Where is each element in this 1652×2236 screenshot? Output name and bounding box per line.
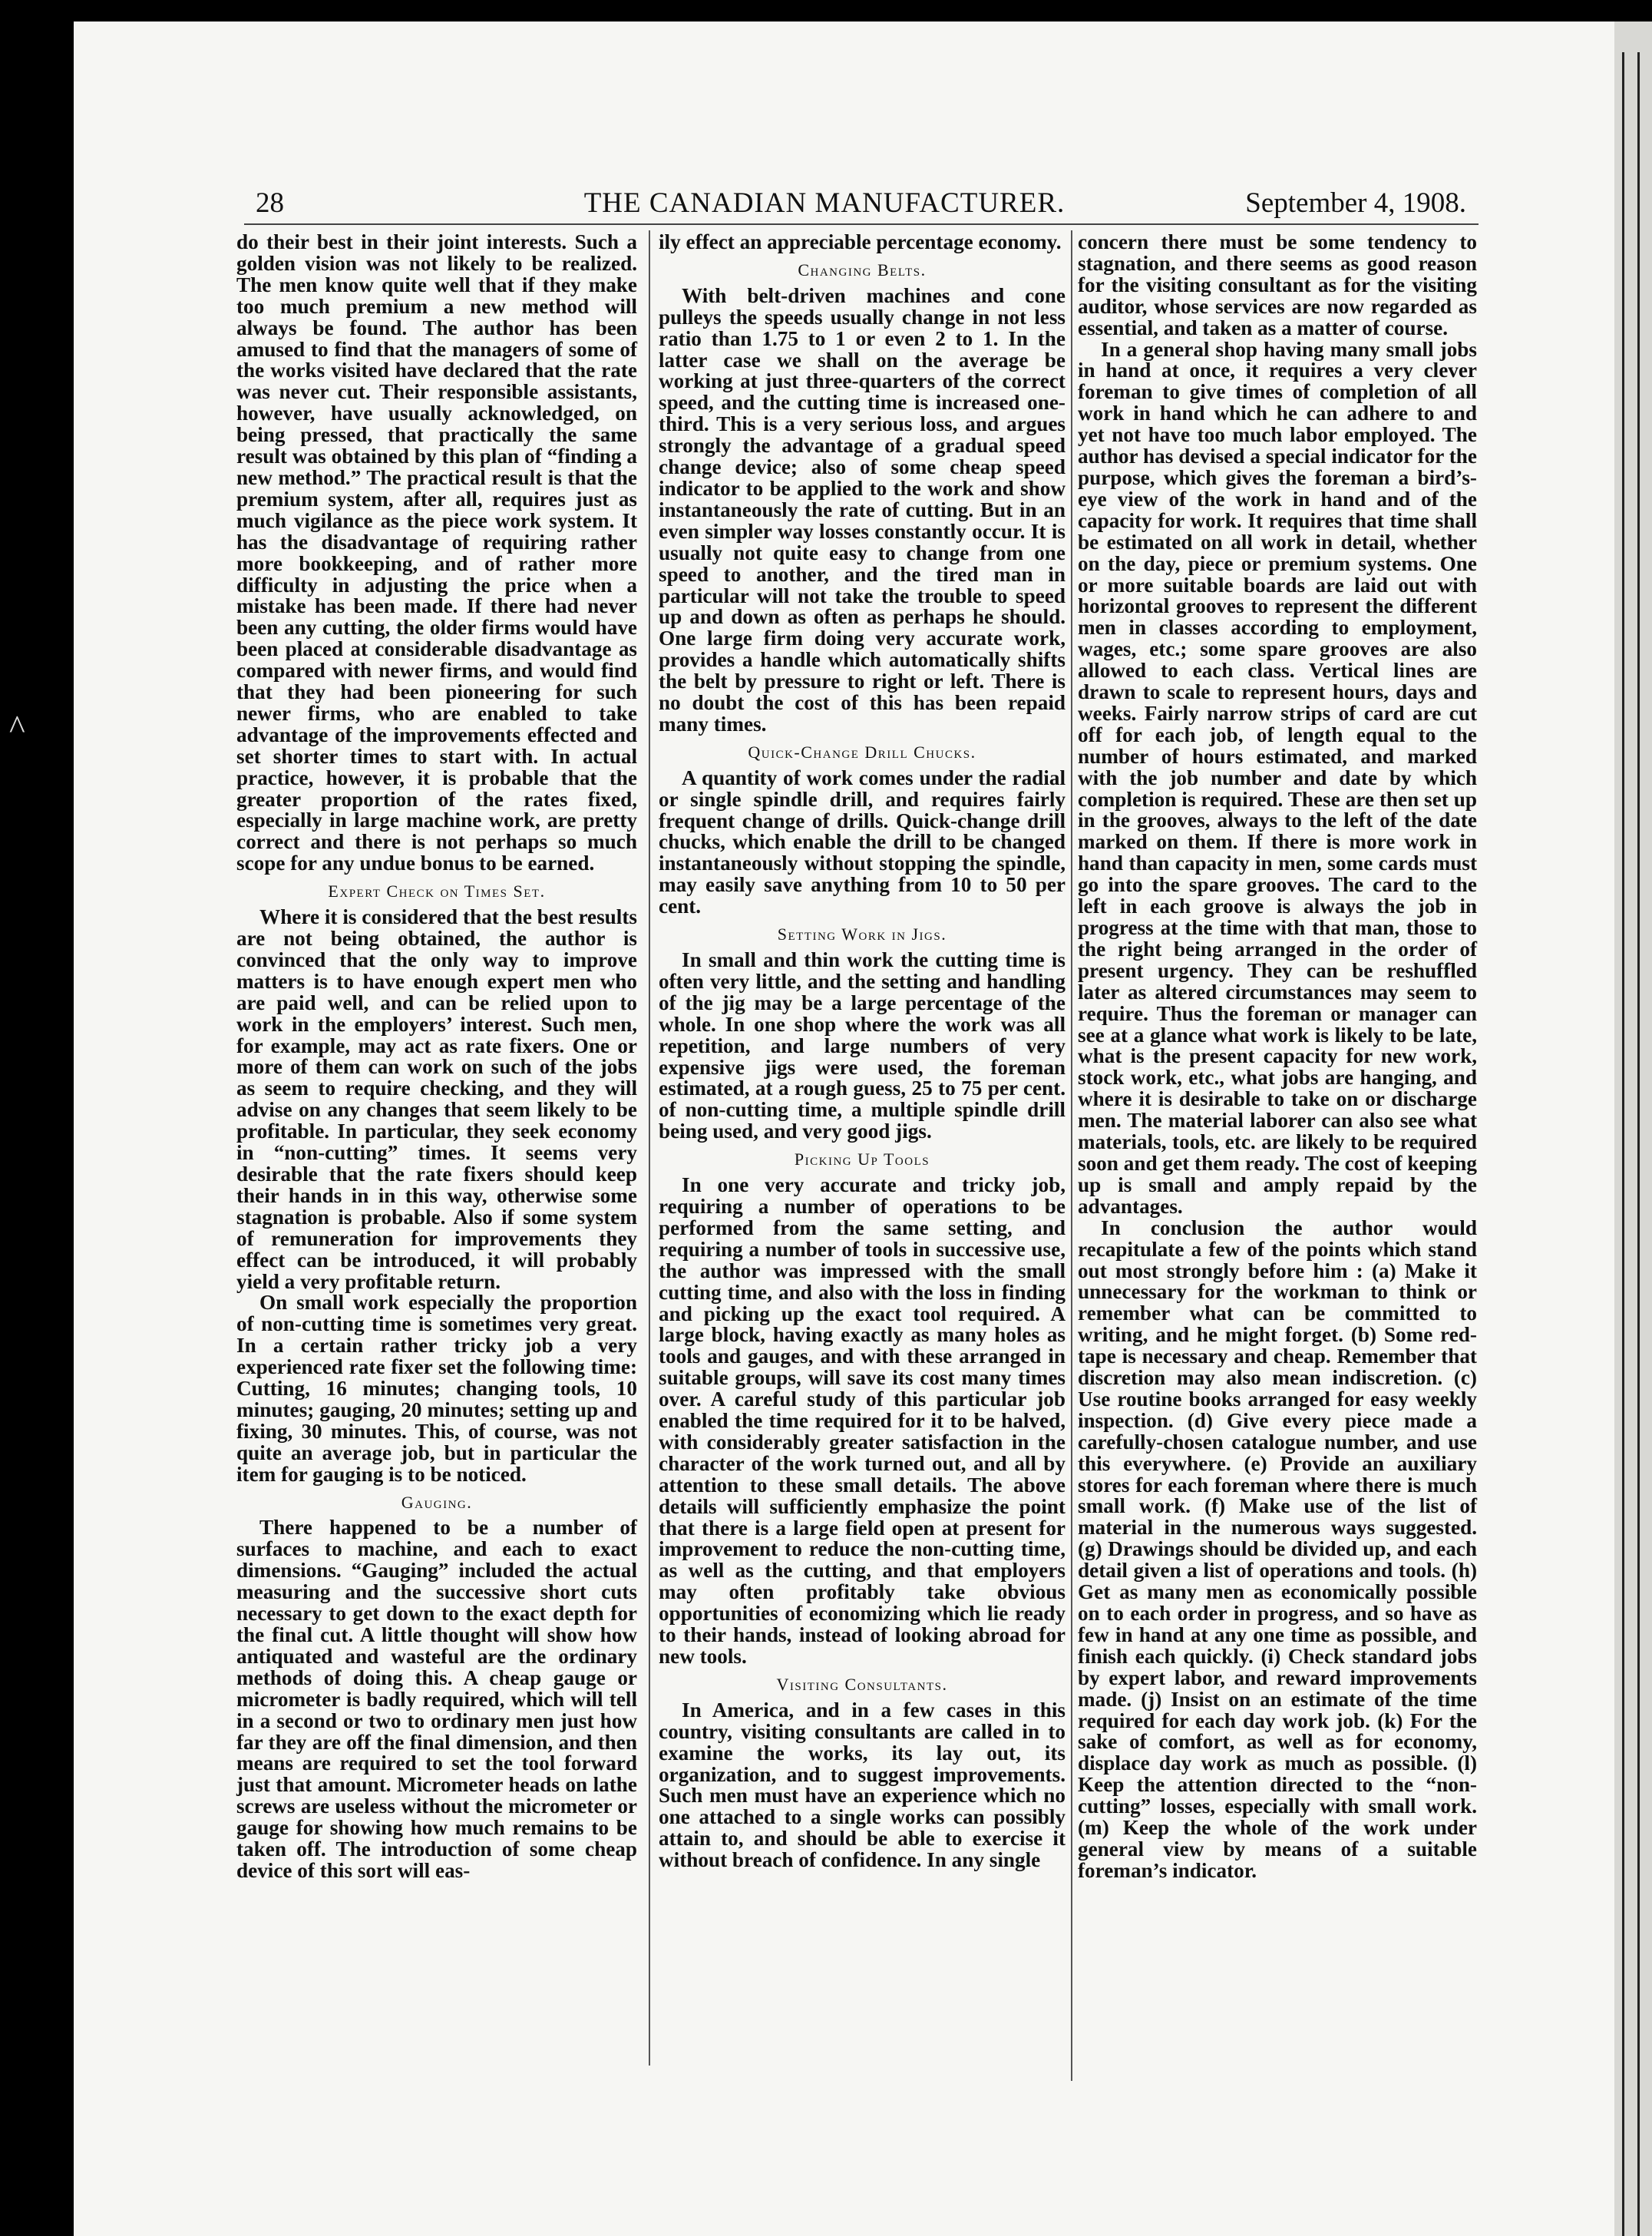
column-3 bbox=[1078, 232, 1477, 1882]
section-heading: Gauging. bbox=[401, 1492, 473, 1512]
section-heading: Visiting Consultants. bbox=[776, 1674, 948, 1694]
column-2 bbox=[659, 232, 1066, 1871]
publication-title: THE CANADIAN MANUFACTURER. bbox=[583, 187, 1066, 219]
column-divider bbox=[649, 230, 650, 2066]
column-1 bbox=[236, 232, 637, 1882]
scan-corner bbox=[0, 0, 74, 31]
page-header bbox=[183, 173, 1466, 219]
paragraph: In small and thin work the cutting time is often very little, and the setting and handling of the jig may be a large percentage of the whole. In one shop where the work was all repetition, and large numbers of very expensive jigs were used, the foreman estimated, at a rough guess, 25 to 75 per cent. of non-cutting time, a multiple spindle drill being used, and very good jigs. bbox=[659, 948, 1066, 1143]
section-heading: Changing Belts. bbox=[798, 260, 927, 280]
page-number: 28 bbox=[256, 187, 284, 219]
issue-date: September 4, 1908. bbox=[1245, 187, 1466, 219]
paragraph: With belt-driven machines and cone pulleys the speeds usually change in not less ratio than 1.75 to 1 or even 2 to 1. In the latter case we shall on the average be working at just three-quarters of the correct speed, and the cutting time is increased one-third. This is a very serious loss, and argues strongly the advantage of a gradual speed change device; also of some cheap speed indicator to be applied to the work and show instantaneously the rate of cutting. But in an even simpler way losses constantly occur. It is usually not quite easy to change from one speed to another, and the tired man in particular will not take the trouble to speed up and down as often as perhaps he should. One large firm doing very accurate work, provides a handle which automatically shifts the belt by pressure to right or left. There is no doubt the cost of this has been repaid many times. bbox=[659, 283, 1066, 736]
page-edge-line bbox=[1622, 52, 1624, 2236]
margin-mark-icon: ^ bbox=[9, 709, 25, 746]
column-divider bbox=[1071, 230, 1072, 2081]
paragraph: Where it is considered that the best results are not being obtained, the author is convinced that the only way to improve matters is to have enough expert men who are paid well, and can be relied upon to work in the employers’ interest. Such men, for example, may act as rate fixers. One or more of them can work on such of the jobs as seem to require checking, and they will advise on any changes that seem likely to be profitable. In particular, they seek economy in “non-cutting” times. It seems very desirable that the rate fixers should keep their hands in in this way, otherwise some stagnation is probable. Also if some system of remuneration for improvements they effect can be introduced, it will probably yield a very profitable return. bbox=[236, 905, 637, 1293]
paragraph: In America, and in a few cases in this country, visiting consultants are called in to examine the works, its lay out, its organization, and to suggest improvements. Such men must have an experience which no one attached to a single works can possibly attain to, and should be able to exercise it without breach of confidence. In any single bbox=[659, 1698, 1066, 1872]
section-heading: Expert Check on Times Set. bbox=[328, 882, 546, 901]
paragraph: In one very accurate and tricky job, requiring a number of operations to be performed from the same setting, and requiring a number of tools in successive use, the author was impressed with the small cutting time, and also with the loss in finding and picking up the exact tool required. A large block, having exactly as many holes as tools and gauges, and with these arranged in suitable groups, will save its cost many times over. A careful study of this particular job enabled the time required for it to be halved, with considerably greater satisfaction in the character of the work turned out, and all by attention to these small details. The above details will sufficiently emphasize the point that there is a large field open at present for improvement to reduce the non-cutting time, as well as the cutting, and that employers may often profitably take obvious opportunities of economizing which lie ready to their hands, instead of looking abroad for new tools. bbox=[659, 1173, 1066, 1668]
paragraph: There happened to be a number of surfaces to machine, and each to exact dimensions. “Gauging” included the actual measuring and the successive short cuts necessary to get down to the exact depth for the final cut. A little thought will show how antiquated and wasteful are the ordinary methods of doing this. A cheap gauge or micrometer is badly required, which will tell in a second or two to ordinary men just how far they are off the final dimension, and then means are required to set the tool forward just that amount. Micrometer heads on lathe screws are useless without the micrometer or gauge for showing how much remains to be taken off. The introduction of some cheap device of this sort will eas- bbox=[236, 1516, 637, 1882]
paragraph: In a general shop having many small jobs in hand at once, it requires a very clever foreman to give times of completion of all work in hand which he can adhere to and yet not have too much labor employed. The author has devised a special indicator for the purpose, which gives the foreman a bird’s-eye view of the work in hand and of the capacity for work. It requires that time shall be estimated on all work in detail, whether on the day, piece or premium systems. One or more suitable boards are laid out with horizontal grooves to represent the different men in classes according to employment, wages, etc.; some spare grooves are also allowed to each class. Vertical lines are drawn to scale to represent hours, days and weeks. Fairly narrow strips of card are cut off for each job, of length equal to the number of hours estimated, and marked with the job number and date by which completion is required. These are then set up in the grooves, always to the left of the date marked on them. If there is more work in hand than capacity in men, some cards must go into the spare grooves. The card to the left in each groove is always the job in progress at the time with that man, those to the right being arranged in the order of present urgency. They can be reshuffled later as altered circumstances may seem to require. Thus the foreman or manager can see at a glance what work is likely to be late, what is the present capacity for new work, stock work, etc., what jobs are hanging, and where it is desirable to take on or discharge men. The material laborer can also see what materials, tools, etc. are likely to be required soon and get them ready. The cost of keeping up is small and amply repaid by the advantages. bbox=[1078, 337, 1477, 1218]
paragraph: In conclusion the author would recapitulate a few of the points which stand out most strongly before him : (a) Make it unnecessary for the workman to think or remember what can be committed to writing, and he might forget. (b) Some red-tape is necessary and cheap. Remember that discretion may also mean indiscretion. (c) Use routine books arranged for easy weekly inspection. (d) Give every piece made a carefully-chosen catalogue number, and use this everywhere. (e) Provide an auxiliary stores for each foreman where there is much small work. (f) Make use of the list of material in the numerous ways suggested. (g) Drawings should be divided up, and each detail given a list of operations and tools. (h) Get as many men as economically possible on to each order in progress, and so have as few in hand at any one time as possible, and finish each quickly. (i) Check standard jobs by expert labor, and reward improvements made. (j) Insist on an estimate of the time required for each day work job. (k) For the sake of comfort, as well as for economy, displace day work as much as possible. (l) Keep the attention directed to the “non-cutting” losses, especially with small work. (m) Keep the whole of the work under general view by means of a suitable foreman’s indicator. bbox=[1078, 1216, 1477, 1882]
page-edge-line bbox=[1637, 52, 1640, 2236]
paragraph: ily effect an appreciable percentage economy. bbox=[659, 230, 1062, 253]
paragraph: do their best in their joint interests. Such a golden vision was not likely to be realized. The men know quite well that if they make too much premium a new method will always be found. The author has been amused to find that the managers of some of the works visited have declared that the rate was never cut. Their responsible assistants, however, have usually acknowledged, on being pressed, that practically the same result was obtained by this plan of “finding a new method.” The practical result is that the premium system, after all, requires just as much vigilance as the piece work system. It has the disadvantage of requiring rather more bookkeeping, and of rather more difficulty in adjusting the price when a mistake has been made. If there had never been any cutting, the older firms would have been placed at considerable disadvantage as compared with newer firms, and would find that they had been pioneering for such newer firms, who are enabled to take advantage of the improvements effected and set shorter times to start with. In actual practice, however, it is probable that the greater proportion of the rates fixed, especially in large machine work, are pretty correct and there is not perhaps so much scope for any undue bonus to be earned. bbox=[236, 230, 637, 875]
header-rule bbox=[244, 223, 1479, 225]
paragraph: A quantity of work comes under the radial or single spindle drill, and requires fairly frequent change of drills. Quick-change drill chucks, which enable the drill to be changed instantaneously without stopping the spindle, may easily save anything from 10 to 50 per cent. bbox=[659, 766, 1066, 918]
paragraph: On small work especially the proportion of non-cutting time is sometimes very great. In a certain rather tricky job a very experienced rate fixer set the following time: Cutting, 16 minutes; changing tools, 10 minutes; gauging, 20 minutes; setting up and fixing, 30 minutes. This, of course, was not quite an average job, but in particular the item for gauging is to be noticed. bbox=[236, 1291, 637, 1486]
section-heading: Picking Up Tools bbox=[794, 1149, 930, 1169]
section-heading: Quick-Change Drill Chucks. bbox=[748, 742, 976, 762]
section-heading: Setting Work in Jigs. bbox=[777, 925, 947, 944]
paragraph: concern there must be some tendency to stagnation, and there seems as good reason for the visiting consultant as for the visiting auditor, whose services are now regarded as essential, and taken as a matter of course. bbox=[1078, 230, 1477, 339]
facing-page-edge bbox=[1614, 22, 1652, 2236]
